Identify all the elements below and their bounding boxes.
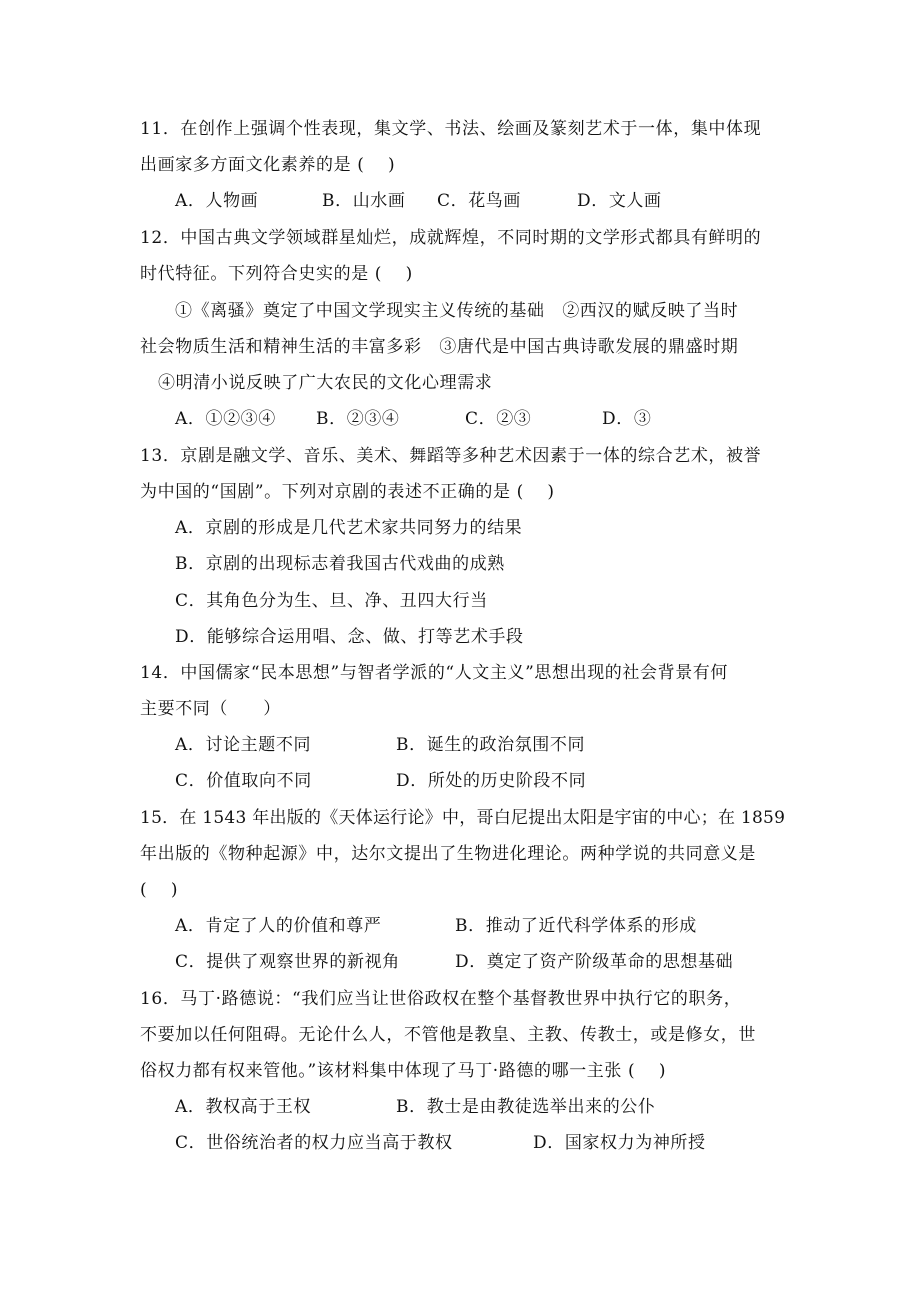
q15-line-3: ( ): [140, 880, 179, 900]
q11-line-1: 11．在创作上强调个性表现，集文学、书法、绘画及篆刻艺术于一体，集中体现: [140, 119, 762, 139]
q11-option-a: A．人物画: [175, 191, 259, 211]
q13-option-c: C．其角色分为生、旦、净、丑四大行当: [175, 591, 488, 611]
q12-option-b: B．②③④: [316, 409, 400, 429]
q15-option-d: D．奠定了资产阶级革命的思想基础: [455, 952, 734, 972]
q13-option-b: B．京剧的出现标志着我国古代戏曲的成熟: [175, 554, 505, 574]
q14-option-c: C．价值取向不同: [175, 771, 312, 791]
q12-option-d: D．③: [602, 409, 652, 429]
q11-option-b: B．山水画: [322, 191, 406, 211]
q12-option-a: A．①②③④: [175, 409, 276, 429]
q14-option-b: B．诞生的政治氛围不同: [396, 735, 586, 755]
q14-option-a: A．讨论主题不同: [175, 735, 312, 755]
q13-option-a: A．京剧的形成是几代艺术家共同努力的结果: [175, 518, 523, 538]
q16-option-a: A．教权高于王权: [175, 1097, 312, 1117]
q16-option-c: C．世俗统治者的权力应当高于教权: [175, 1133, 453, 1153]
q16-option-b: B．教士是由教徒选举出来的公仆: [396, 1097, 656, 1117]
q15-option-c: C．提供了观察世界的新视角: [175, 952, 400, 972]
q15-option-b: B．推动了近代科学体系的形成: [455, 916, 697, 936]
q13-line-1: 13．京剧是融文学、音乐、美术、舞蹈等多种艺术因素于一体的综合艺术，被誉: [140, 446, 762, 466]
q16-option-d: D．国家权力为神所授: [533, 1133, 706, 1153]
q11-option-c: C．花鸟画: [437, 191, 522, 211]
q12-line-4: 社会物质生活和精神生活的丰富多彩 ③唐代是中国古典诗歌发展的鼎盛时期: [140, 337, 739, 357]
q13-line-2: 为中国的“国剧”。下列对京剧的表述不正确的是 ( ): [140, 482, 555, 502]
q12-option-c: C．②③: [465, 409, 532, 429]
q13-option-d: D．能够综合运用唱、念、做、打等艺术手段: [175, 627, 524, 647]
q15-line-1: 15．在 1543 年出版的《天体运行论》中，哥白尼提出太阳是宇宙的中心；在 1859: [140, 808, 786, 828]
q12-line-3: ①《离骚》奠定了中国文学现实主义传统的基础 ②西汉的赋反映了当时: [175, 301, 739, 321]
q16-line-2: 不要加以任何阻碍。无论什么人，不管他是教皇、主教、传教士，或是修女，世: [140, 1025, 756, 1045]
q15-line-2: 年出版的《物种起源》中，达尔文提出了生物进化理论。两种学说的共同意义是: [140, 844, 756, 864]
q11-line-2: 出画家多方面文化素养的是 ( ): [140, 155, 396, 175]
q16-line-3: 俗权力都有权来管他。”该材料集中体现了马丁·路德的哪一主张 ( ): [140, 1061, 667, 1081]
q12-line-2: 时代特征。下列符合史实的是 ( ): [140, 264, 413, 284]
q14-line-1: 14．中国儒家“民本思想”与智者学派的“人文主义”思想出现的社会背景有何: [140, 663, 728, 683]
q14-line-2: 主要不同（ ）: [140, 699, 281, 719]
q14-option-d: D．所处的历史阶段不同: [396, 771, 587, 791]
q16-line-1: 16．马丁·路德说：“我们应当让世俗政权在整个基督教世界中执行它的职务，: [140, 989, 742, 1009]
q11-option-d: D．文人画: [577, 191, 662, 211]
q12-line-1: 12．中国古典文学领域群星灿烂，成就辉煌，不同时期的文学形式都具有鲜明的: [140, 228, 762, 248]
q15-option-a: A．肯定了人的价值和尊严: [175, 916, 382, 936]
q12-line-5: ④明清小说反映了广大农民的文化心理需求: [158, 373, 493, 393]
